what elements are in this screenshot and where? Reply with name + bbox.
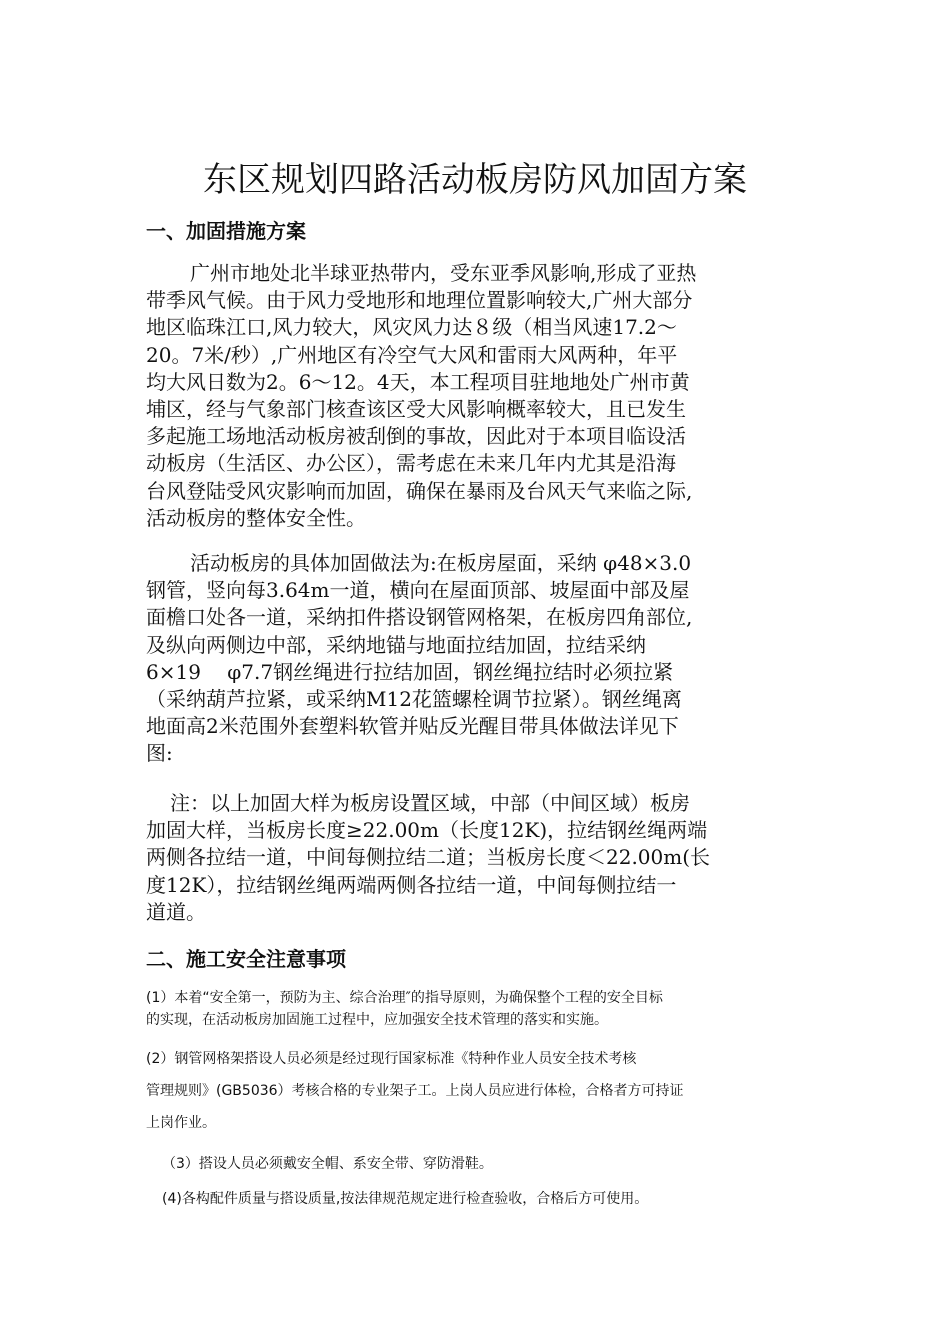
paragraph-line: 两侧各拉结一道，中间每侧拉结二道；当板房长度＜22.00m(长 xyxy=(146,845,711,870)
paragraph-line: 多起施工场地活动板房被刮倒的事故，因此对于本项目临设活 xyxy=(146,424,686,449)
paragraph-line: 台风登陆受风灾影响而加固，确保在暴雨及台风天气来临之际, xyxy=(146,478,693,503)
safety-item-4 xyxy=(162,1188,822,1210)
paragraph-line: 活动板房的整体安全性。 xyxy=(146,505,366,530)
paragraph-line: 及纵向两侧边中部，采纳地锚与地面拉结加固，拉结采纳 xyxy=(146,632,646,657)
safety-item-line: 上岗作业。 xyxy=(146,1115,216,1131)
paragraph-line: 注：以上加固大样为板房设置区域，中部（中间区域）板房 xyxy=(170,791,690,815)
paragraph-line: （采纳葫芦拉紧，或采纳M12花篮螺栓调节拉紧）。钢丝绳离 xyxy=(146,687,682,712)
paragraph-line: 面檐口处各一道，采纳扣件搭设钢管网格架，在板房四角部位, xyxy=(146,605,693,630)
paragraph-line: 均大风日数为2。6～12。4天，本工程项目驻地地处广州市黄 xyxy=(146,369,690,394)
section-heading-safety-notes: 二、施工安全注意事项 xyxy=(146,947,346,971)
document-title: 东区规划四路活动板房防风加固方案 xyxy=(203,160,747,200)
safety-item-line: (2）钢管网格架搭设人员必须是经过现行国家标准《特种作业人员安全技术考核 xyxy=(146,1051,637,1067)
paragraph-line: 加固大样，当板房长度≥22.00m（长度12K)，拉结钢丝绳两端 xyxy=(146,818,708,843)
safety-item-2 xyxy=(146,1043,806,1139)
safety-item-line: （3）搭设人员必须戴安全帽、系安全带、穿防滑鞋。 xyxy=(162,1156,493,1172)
section-heading-reinforcement-plan: 一、加固措施方案 xyxy=(146,219,306,243)
paragraph-reinforcement-method xyxy=(146,550,806,768)
paragraph-line: 道道。 xyxy=(146,899,206,924)
paragraph-line: 度12K），拉结钢丝绳两端两侧各拉结一道，中间每侧拉结一 xyxy=(146,872,677,897)
safety-item-1 xyxy=(146,987,806,1031)
paragraph-climate-background xyxy=(146,260,806,532)
paragraph-line: 埔区，经与气象部门核查该区受大风影响概率较大，且已发生 xyxy=(146,397,686,422)
safety-item-3 xyxy=(162,1153,822,1175)
safety-item-line: (4)各构配件质量与搭设质量,按法律规范规定进行检查验收，合格后方可使用。 xyxy=(162,1191,649,1207)
paragraph-line: 广州市地处北半球亚热带内，受东亚季风影响,形成了亚热 xyxy=(190,261,697,285)
paragraph-line: 地区临珠江口,风力较大，风灾风力达８级（相当风速17.2～ xyxy=(146,315,677,340)
safety-item-line: 管理规则》(GB5036）考核合格的专业架子工。上岗人员应进行体检，合格者方可持证 xyxy=(146,1083,684,1099)
paragraph-note xyxy=(146,790,806,926)
paragraph-line: 带季风气候。由于风力受地形和地理位置影响较大,广州大部分 xyxy=(146,288,693,313)
safety-item-line: 的实现，在活动板房加固施工过程中，应加强安全技术管理的落实和实施。 xyxy=(146,1012,608,1028)
paragraph-line: 6×19 φ7.7钢丝绳进行拉结加固，钢丝绳拉结时必须拉紧 xyxy=(146,659,674,684)
paragraph-line: 20。7米/秒）,广州地区有冷空气大风和雷雨大风两种，年平 xyxy=(146,342,678,367)
paragraph-line: 图: xyxy=(146,741,173,766)
paragraph-line: 钢管，竖向每3.64m一道，横向在屋面顶部、坡屋面中部及屋 xyxy=(146,578,690,603)
paragraph-line: 活动板房的具体加固做法为:在板房屋面，采纳 φ48×3.0 xyxy=(190,551,692,575)
safety-item-line: (1）本着“安全第一，预防为主、综合治理″的指导原则，为确保整个工程的安全目标 xyxy=(146,990,663,1006)
paragraph-line: 动板房（生活区、办公区），需考虑在未来几年内尤其是沿海 xyxy=(146,451,676,476)
paragraph-line: 地面高2米范围外套塑料软管并贴反光醒目带具体做法详见下 xyxy=(146,714,679,739)
